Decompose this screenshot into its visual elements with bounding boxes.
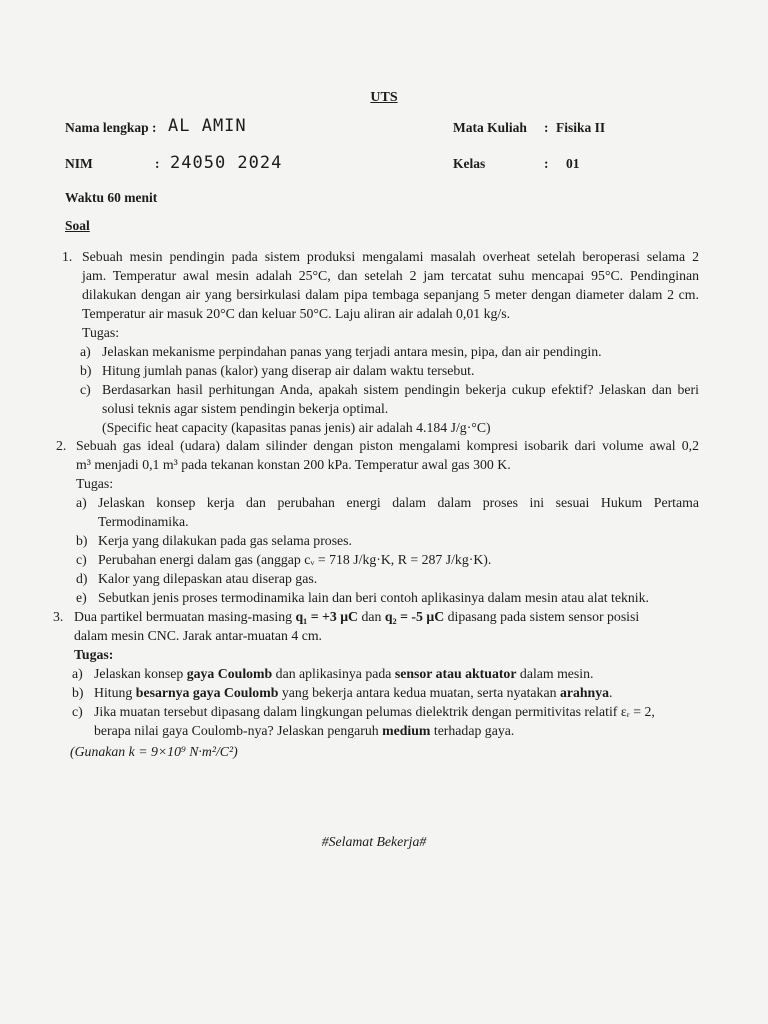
q3-emphasis: gaya Coulomb [186, 666, 273, 681]
question-number: 3. [53, 609, 64, 624]
q1-task-c: Berdasarkan hasil perhitungan Anda, apakah sistem pendingin bekerja cukup efektif? Jelaskan dan beri [102, 382, 699, 397]
questions-heading: Soal [65, 218, 90, 233]
q1-line: Temperatur air masuk 20°C dan keluar 50°C. Laju aliran air adalah 0,01 kg/s. [82, 306, 511, 321]
nim-label: NIM [65, 156, 93, 171]
q3-text: terhadap gaya. [430, 723, 515, 738]
q3-text: dan [358, 609, 385, 624]
item-label: b) [76, 533, 88, 548]
item-label: b) [80, 363, 92, 378]
q1-task-a: Jelaskan mekanisme perpindahan panas yang terjadi antara mesin, pipa, dan air pendingin. [102, 344, 602, 359]
item-label: b) [72, 685, 84, 700]
q1-task-c: solusi teknis agar sistem pendingin bekerja optimal. [102, 401, 389, 416]
q3-text: dipasang pada sistem sensor posisi [444, 609, 640, 624]
course-colon: : [544, 120, 549, 135]
exam-title: UTS [370, 90, 398, 105]
time-limit: Waktu 60 menit [65, 190, 158, 205]
constant-note: (Gunakan k = 9×10⁹ N·m²/C²) [70, 744, 238, 759]
item-label: d) [76, 571, 88, 586]
q2-task-c: Perubahan energi dalam gas (anggap cᵥ = 718 J/kg·K, R = 287 J/kg·K). [98, 552, 492, 567]
q3-line: dalam mesin CNC. Jarak antar-muatan 4 cm. [74, 628, 322, 643]
item-label: c) [80, 382, 91, 397]
item-label: a) [80, 344, 91, 359]
question-number: 2. [56, 438, 67, 453]
q2-task-b: Kerja yang dilakukan pada gas selama proses. [98, 533, 353, 548]
q3-line [74, 607, 639, 626]
class-label: Kelas [453, 156, 486, 171]
nim-handwritten: 24050 2024 [170, 153, 283, 173]
q3-emphasis: sensor atau aktuator [394, 666, 517, 681]
class-colon: : [544, 156, 549, 171]
name-label: Nama lengkap : [65, 120, 157, 135]
q1-line: jam. Temperatur awal mesin adalah 25°C, dan setelah 2 jam tercatat suhu mencapai 95°C. Pendinginan [82, 268, 699, 283]
q3-text: Hitung [94, 685, 136, 700]
q1-line: dilakukan dengan air yang bersirkulasi dalam pipa tembaga sepanjang 5 meter dengan diameter dalam 2 cm. [82, 287, 699, 302]
item-label: a) [76, 495, 87, 510]
name-handwritten: AL AMIN [168, 116, 247, 136]
q1-note: (Specific heat capacity (kapasitas panas jenis) air adalah 4.184 J/g·°C) [102, 420, 491, 435]
q2-task-e: Sebutkan jenis proses termodinamika lain dan beri contoh aplikasinya dalam mesin atau alat teknik. [98, 590, 649, 605]
q2-task-a: Jelaskan konsep kerja dan perubahan energi dalam dalam proses ini sesuai Hukum Pertama [98, 495, 699, 510]
item-label: c) [76, 552, 87, 567]
tasks-label: Tugas: [82, 325, 120, 340]
q3-emphasis: medium [382, 723, 431, 738]
q2-line: Sebuah gas ideal (udara) dalam silinder dengan piston mengalami kompresi isobarik dari volume awal 0,2 [76, 438, 699, 453]
q3-task-b [94, 683, 612, 702]
q2-task-a: Termodinamika. [98, 514, 189, 529]
tasks-label: Tugas: [76, 476, 114, 491]
q3-text: . [609, 685, 613, 700]
q3-text: yang bekerja antara kedua muatan, serta nyatakan [278, 685, 560, 700]
course-label: Mata Kuliah [453, 120, 527, 135]
q3-emphasis: besarnya gaya Coulomb [135, 685, 279, 700]
q2-line: m³ menjadi 0,1 m³ pada tekanan konstan 200 kPa. Temperatur awal gas 300 K. [76, 457, 511, 472]
item-label: e) [76, 590, 87, 605]
item-label: a) [72, 666, 83, 681]
q1-task-b: Hitung jumlah panas (kalor) yang diserap air dalam waktu tersebut. [102, 363, 475, 378]
q3-text: Dua partikel bermuatan masing-masing [74, 609, 296, 624]
item-label: c) [72, 704, 83, 719]
question-number: 1. [62, 249, 73, 264]
q1-line: Sebuah mesin pendingin pada sistem produksi mengalami masalah overheat setelah beroperasi selama 2 [82, 249, 699, 264]
q3-emphasis: arahnya [559, 685, 610, 700]
q2-task-d: Kalor yang dilepaskan atau diserap gas. [98, 571, 318, 586]
nim-colon: : [155, 156, 160, 171]
q3-text: Jelaskan konsep [94, 666, 187, 681]
charge-q1: q₁ = +3 μC [295, 609, 359, 624]
q3-task-c [94, 721, 514, 740]
q3-task-a [94, 664, 593, 683]
tasks-label: Tugas: [74, 647, 114, 662]
closing-message: #Selamat Bekerja# [321, 834, 427, 849]
q3-text: berapa nilai gaya Coulomb-nya? Jelaskan pengaruh [94, 723, 383, 738]
course-value: Fisika II [556, 120, 606, 135]
q3-text: dalam mesin. [516, 666, 594, 681]
class-value: 01 [566, 156, 580, 171]
charge-q2: q₂ = -5 μC [384, 609, 445, 624]
q3-text: dan aplikasinya pada [272, 666, 395, 681]
q3-task-c: Jika muatan tersebut dipasang dalam lingkungan pelumas dielektrik dengan permitivitas relatif εᵣ = 2, [94, 704, 655, 719]
